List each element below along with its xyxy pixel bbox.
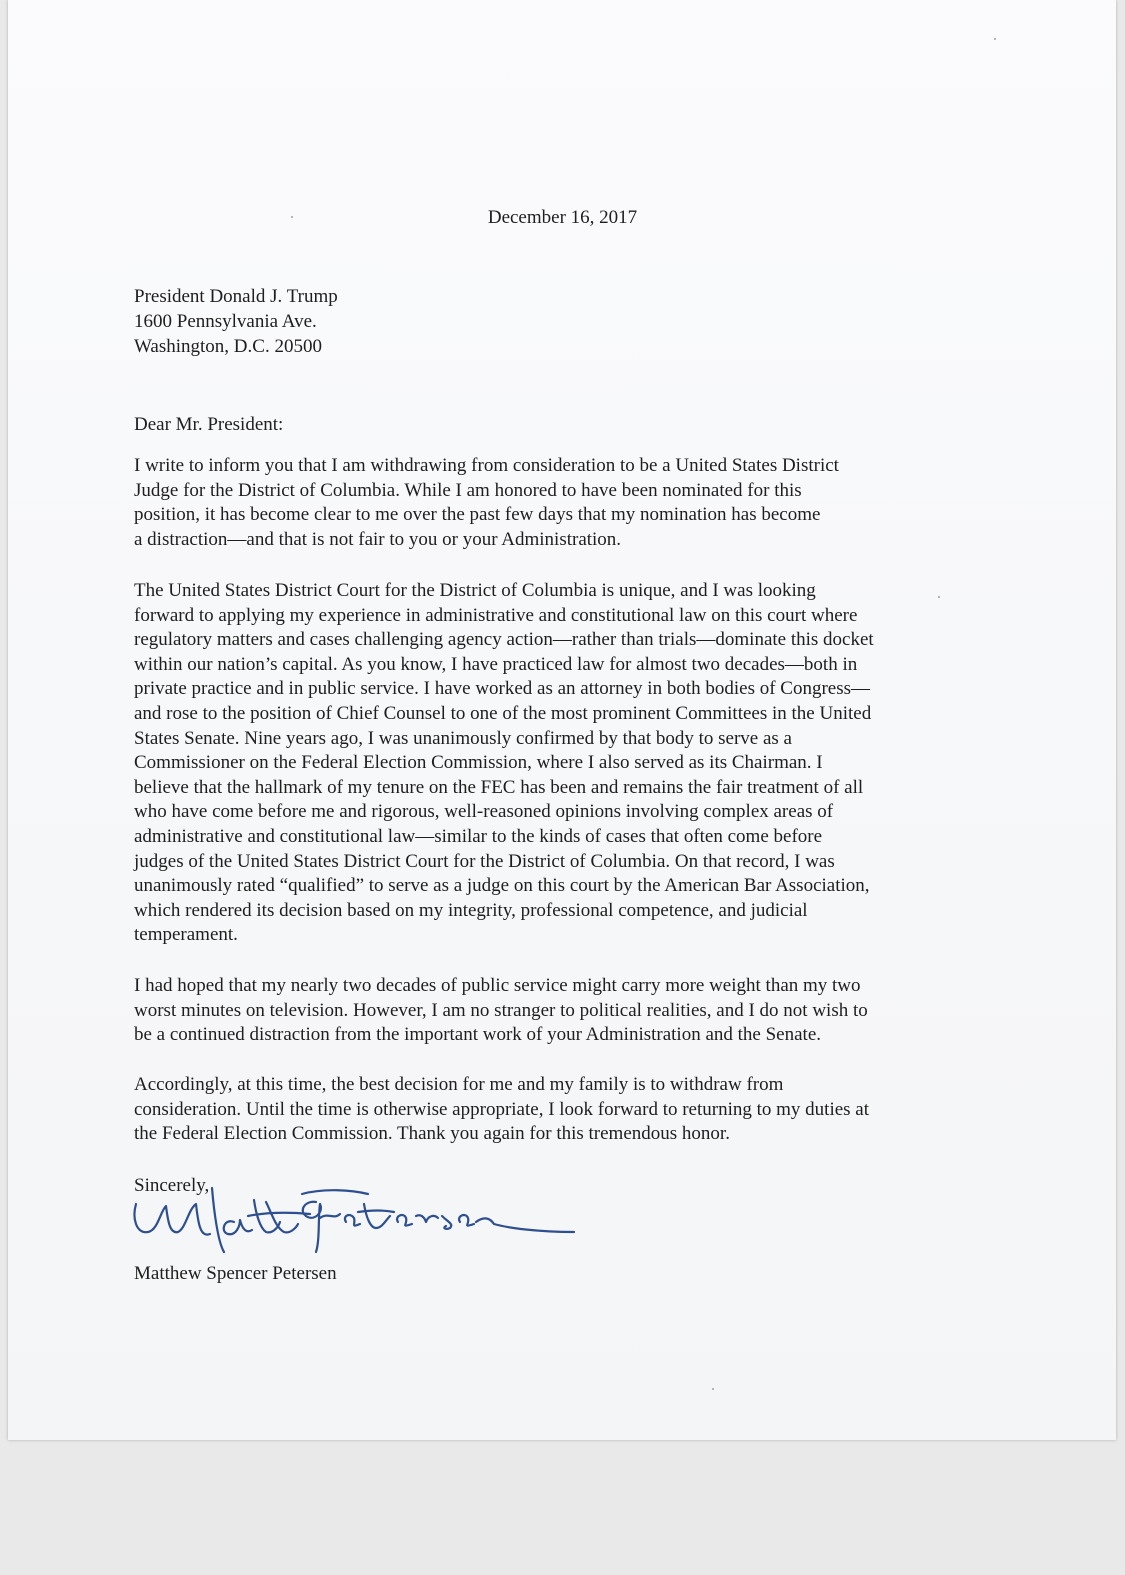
paragraph-withdrawal bbox=[134, 454, 994, 552]
text-line: The United States District Court for the District of Columbia is unique, and I was looking bbox=[134, 580, 816, 601]
recipient-name: President Donald J. Trump bbox=[134, 286, 338, 307]
text-line: I write to inform you that I am withdrawing from consideration to be a United States District bbox=[134, 455, 839, 476]
text-line: a distraction—and that is not fair to you or your Administration. bbox=[134, 528, 622, 550]
text-line: believe that the hallmark of my tenure on the FEC has been and remains the fair treatment of all bbox=[134, 776, 864, 798]
text-line: consideration. Until the time is otherwise appropriate, I look forward to returning to my duties at bbox=[134, 1098, 870, 1120]
text-line: be a continued distraction from the important work of your Administration and the Senate. bbox=[134, 1024, 822, 1046]
text-line: I had hoped that my nearly two decades of public service might carry more weight than my two bbox=[134, 975, 861, 996]
text-line: position, it has become clear to me over the past few days that my nomination has become bbox=[134, 504, 821, 526]
paragraph-public-service bbox=[134, 974, 994, 1048]
text-line: which rendered its decision based on my integrity, professional competence, and judicial bbox=[134, 899, 808, 921]
text-line: States Senate. Nine years ago, I was unanimously confirmed by that body to serve as a bbox=[134, 727, 792, 749]
text-line: the Federal Election Commission. Thank you again for this tremendous honor. bbox=[134, 1123, 730, 1145]
paper-speck bbox=[994, 38, 996, 40]
recipient-city: Washington, D.C. 20500 bbox=[134, 336, 322, 357]
paragraph-experience bbox=[134, 579, 994, 948]
text-line: judges of the United States District Court for the District of Columbia. On that record, I was bbox=[134, 850, 835, 872]
salutation: Dear Mr. President: bbox=[134, 414, 284, 435]
text-line: unanimously rated “qualified” to serve as a judge on this court by the American Bar Association, bbox=[134, 875, 870, 897]
signer-name: Matthew Spencer Petersen bbox=[134, 1263, 337, 1284]
letter-date: December 16, 2017 bbox=[487, 207, 638, 228]
text-line: Judge for the District of Columbia. While I am honored to have been nominated for this bbox=[134, 479, 802, 501]
text-line: within our nation’s capital. As you know, I have practiced law for almost two decades—both in bbox=[134, 653, 858, 675]
handwritten-signature bbox=[128, 1182, 588, 1262]
text-line: worst minutes on television. However, I am no stranger to political realities, and I do not wish to bbox=[134, 999, 868, 1021]
text-line: administrative and constitutional law—similar to the kinds of cases that often come before bbox=[134, 825, 823, 847]
recipient-address bbox=[134, 284, 338, 359]
text-line: who have come before me and rigorous, well-reasoned opinions involving complex areas of bbox=[134, 801, 834, 823]
text-line: and rose to the position of Chief Counsel to one of the most prominent Committees in the United bbox=[134, 702, 872, 724]
recipient-street: 1600 Pennsylvania Ave. bbox=[134, 311, 317, 332]
text-line: temperament. bbox=[134, 924, 238, 946]
paper-speck bbox=[712, 1388, 714, 1390]
text-line: Commissioner on the Federal Election Commission, where I also served as its Chairman. I bbox=[134, 752, 823, 774]
text-line: forward to applying my experience in administrative and constitutional law on this court where bbox=[134, 604, 858, 626]
text-line: Accordingly, at this time, the best decision for me and my family is to withdraw from bbox=[134, 1074, 784, 1095]
text-line: regulatory matters and cases challenging agency action—rather than trials—dominate this docket bbox=[134, 629, 874, 651]
text-line: private practice and in public service. I have worked as an attorney in both bodies of Congress— bbox=[134, 678, 871, 700]
paragraph-decision bbox=[134, 1073, 994, 1147]
closing: Sincerely, bbox=[134, 1175, 210, 1196]
